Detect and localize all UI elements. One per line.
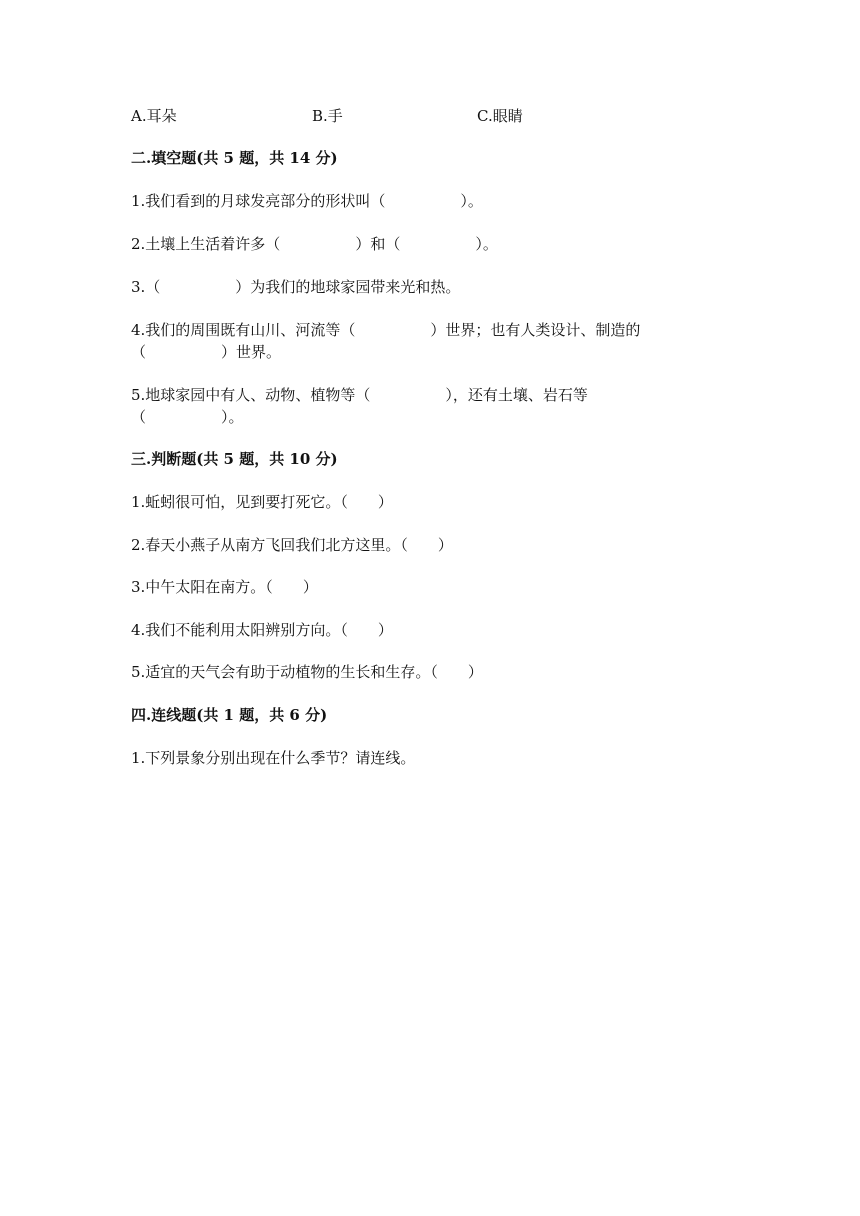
fill-question-3: 3.（ ）为我们的地球家园带来光和热。 bbox=[131, 278, 461, 296]
section-2-heading: 二.填空题(共 5 题，共 14 分) bbox=[131, 149, 338, 167]
judge-question-2: 2.春天小燕子从南方飞回我们北方这里。（ ） bbox=[131, 536, 453, 554]
fill-question-4-line-1: 4.我们的周围既有山川、河流等（ ）世界；也有人类设计、制造的 bbox=[131, 321, 641, 339]
fill-question-2: 2.土壤上生活着许多（ ）和（ ）。 bbox=[131, 235, 498, 253]
fill-question-4-line-2: （ ）世界。 bbox=[131, 343, 282, 361]
section-3-heading: 三.判断题(共 5 题，共 10 分) bbox=[131, 450, 338, 468]
judge-question-3: 3.中午太阳在南方。（ ） bbox=[131, 578, 318, 596]
judge-question-4: 4.我们不能利用太阳辨别方向。（ ） bbox=[131, 621, 393, 639]
option-b: B.手 bbox=[312, 107, 343, 125]
option-a: A.耳朵 bbox=[131, 107, 177, 125]
fill-question-1: 1.我们看到的月球发亮部分的形状叫（ ）。 bbox=[131, 192, 483, 210]
judge-question-5: 5.适宜的天气会有助于动植物的生长和生存。（ ） bbox=[131, 663, 483, 681]
fill-question-5-line-1: 5.地球家园中有人、动物、植物等（ ），还有土壤、岩石等 bbox=[131, 386, 588, 404]
match-question-1: 1.下列景象分别出现在什么季节？请连线。 bbox=[131, 749, 416, 767]
fill-question-5-line-2: （ ）。 bbox=[131, 408, 244, 426]
section-4-heading: 四.连线题(共 1 题，共 6 分) bbox=[131, 706, 328, 724]
option-c: C.眼睛 bbox=[477, 107, 523, 125]
judge-question-1: 1.蚯蚓很可怕，见到要打死它。（ ） bbox=[131, 493, 393, 511]
